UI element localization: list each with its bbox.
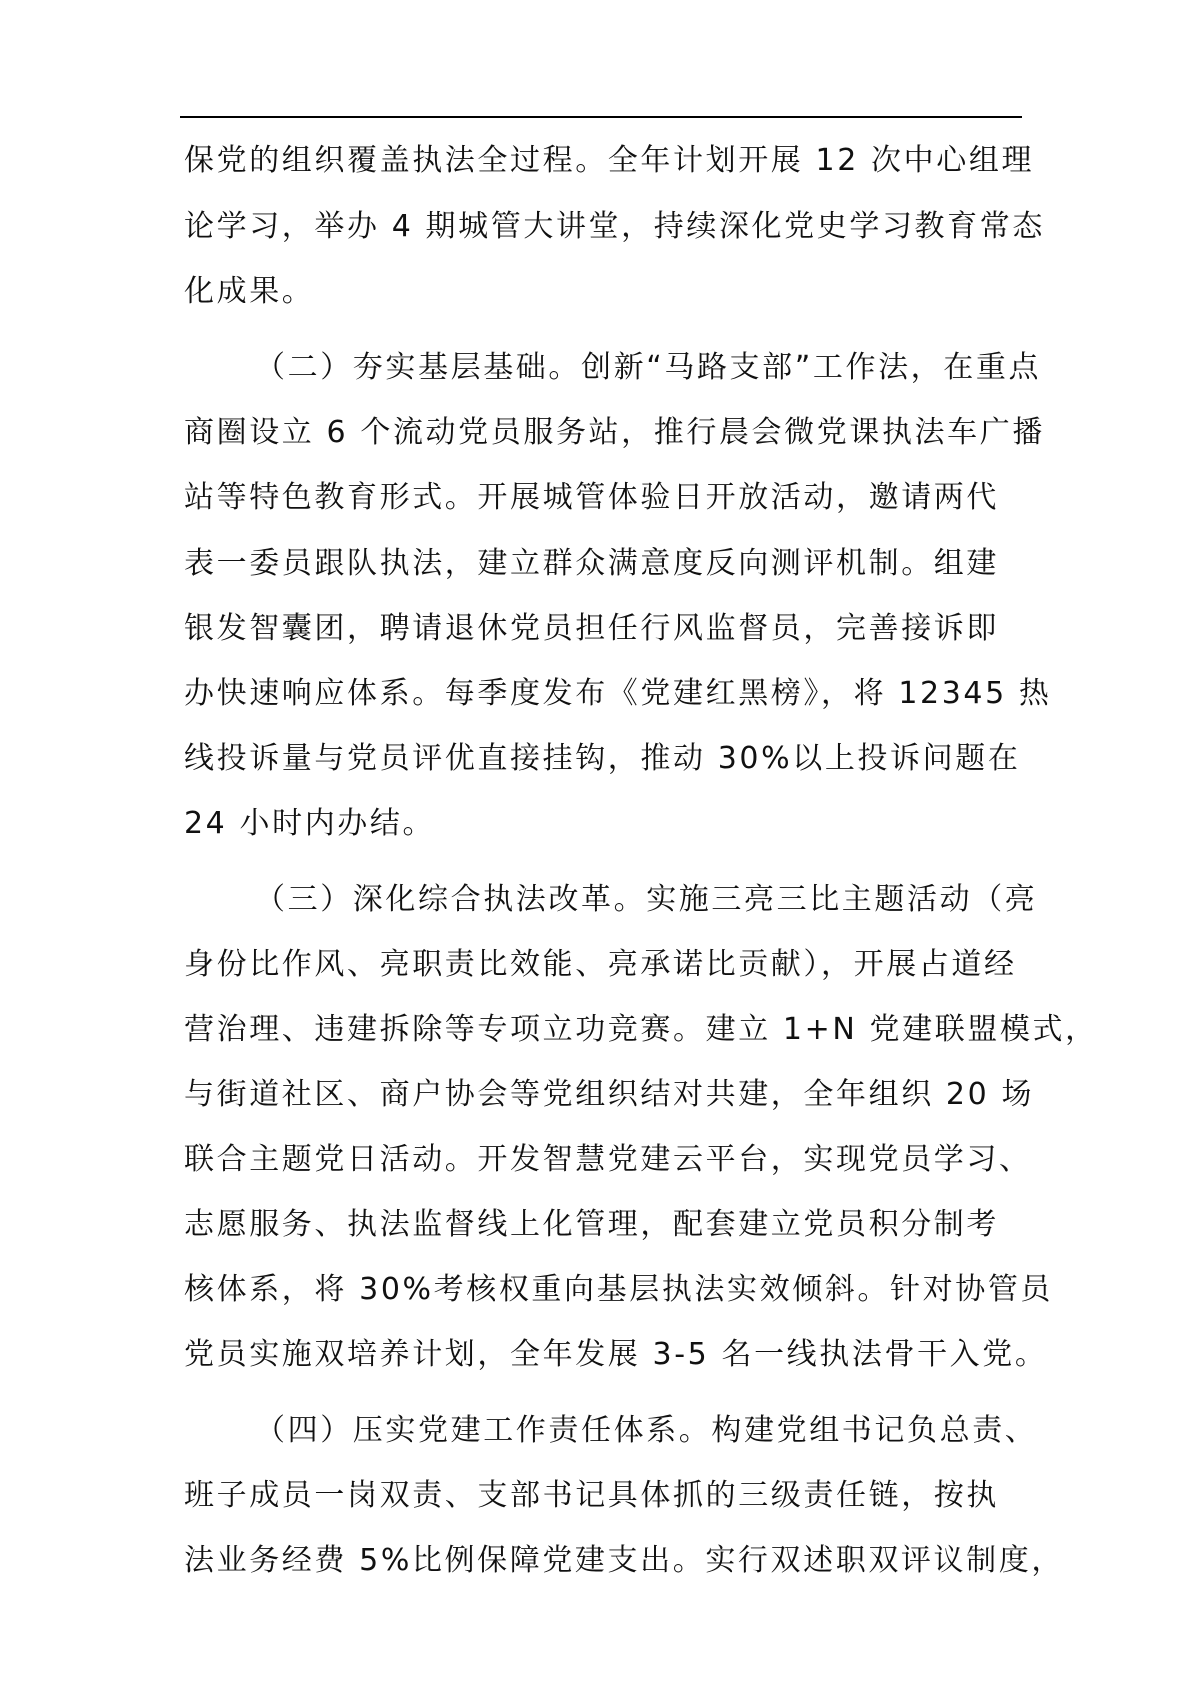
text-line: （三）深化综合执法改革。实施三亮三比主题活动（亮 [255, 882, 1038, 917]
text-line: 保党的组织覆盖执法全过程。全年计划开展 12 次中心组理 [184, 143, 1035, 178]
text-line: 志愿服务、执法监督线上化管理，配套建立党员积分制考 [184, 1207, 999, 1242]
text-line: 论学习，举办 4 期城管大讲堂，持续深化党史学习教育常态 [184, 209, 1045, 244]
text-line: 站等特色教育形式。开展城管体验日开放活动，邀请两代 [184, 480, 999, 515]
text-line: 表一委员跟队执法，建立群众满意度反向测评机制。组建 [184, 546, 999, 581]
text-line: 法业务经费 5%比例保障党建支出。实行双述职双评议制度， [184, 1543, 1064, 1578]
text-line: 办快速响应体系。每季度发布《党建红黑榜》，将 12345 热 [184, 676, 1052, 711]
text-line: 与街道社区、商户协会等党组织结对共建，全年组织 20 场 [184, 1077, 1035, 1112]
text-line: 线投诉量与党员评优直接挂钩，推动 30%以上投诉问题在 [184, 741, 1021, 776]
text-line: 商圈设立 6 个流动党员服务站，推行晨会微党课执法车广播 [184, 415, 1045, 450]
text-line: （二）夯实基层基础。创新“马路支部”工作法，在重点 [255, 350, 1042, 385]
text-line: 银发智囊团，聘请退休党员担任行风监督员，完善接诉即 [184, 611, 999, 646]
text-line: 身份比作风、亮职责比效能、亮承诺比贡献），开展占道经 [184, 947, 1017, 982]
text-line: 党员实施双培养计划，全年发展 3-5 名一线执法骨干入党。 [184, 1337, 1048, 1372]
text-line: 班子成员一岗双责、支部书记具体抓的三级责任链，按执 [184, 1478, 999, 1513]
text-line: （四）压实党建工作责任体系。构建党组书记负总责、 [255, 1413, 1038, 1448]
text-line: 联合主题党日活动。开发智慧党建云平台，实现党员学习、 [184, 1142, 1032, 1177]
text-line: 24 小时内办结。 [184, 806, 436, 841]
header-rule [180, 116, 1022, 118]
text-line: 核体系，将 30%考核权重向基层执法实效倾斜。针对协管员 [184, 1272, 1054, 1307]
text-line: 化成果。 [184, 274, 315, 309]
text-line: 营治理、违建拆除等专项立功竞赛。建立 1+N 党建联盟模式， [184, 1012, 1098, 1047]
